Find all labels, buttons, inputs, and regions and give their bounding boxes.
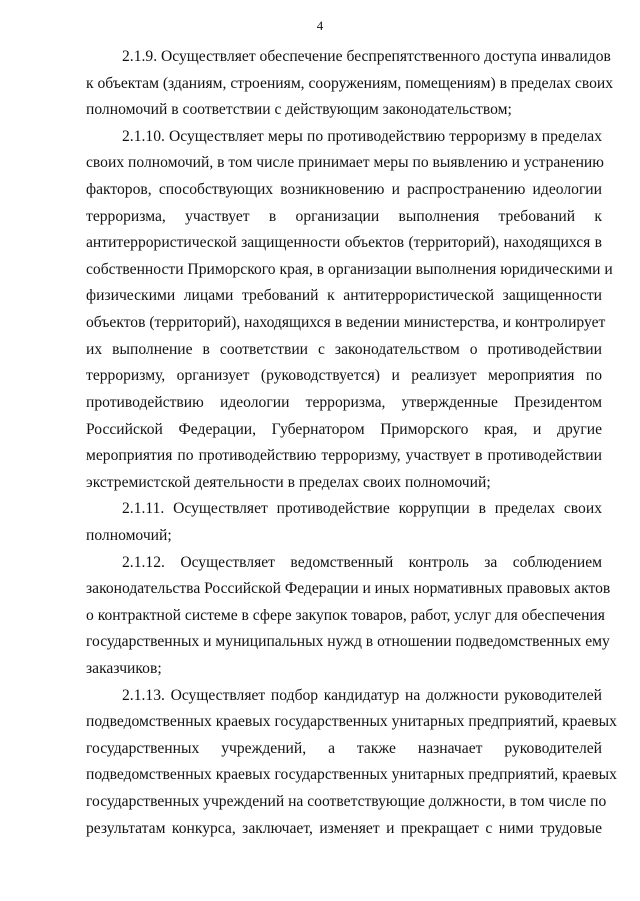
text-line: полномочий; xyxy=(86,526,172,544)
text-line: подведомственных краевых государственных унитарных предприятий, краевых xyxy=(86,713,617,731)
paragraph-2-1-9 xyxy=(86,44,614,124)
paragraph-2-1-12 xyxy=(86,550,611,683)
text-line: 2.1.10. Осуществляет меры по противодействию терроризму в пределах xyxy=(122,127,602,145)
text-line: противодействию идеологии терроризма, утвержденные Президентом xyxy=(86,393,602,411)
document-body xyxy=(86,44,617,842)
text-line: государственных и муниципальных нужд в отношении подведомственных ему xyxy=(86,633,610,651)
text-line: 2.1.11. Осуществляет противодействие коррупции в пределах своих xyxy=(122,500,602,518)
text-line: о контрактной системе в сфере закупок товаров, работ, услуг для обеспечения xyxy=(86,606,605,624)
text-line: подведомственных краевых государственных унитарных предприятий, краевых xyxy=(86,766,617,784)
text-line: результатам конкурса, заключает, изменяет и прекращает с ними трудовые xyxy=(86,819,602,837)
text-line: Российской Федерации, Губернатором Приморского края, и другие xyxy=(86,420,602,438)
text-line: 2.1.12. Осуществляет ведомственный контроль за соблюдением xyxy=(122,553,602,571)
text-line: антитеррористической защищенности объектов (территорий), находящихся в xyxy=(86,234,602,252)
text-line: экстремистской деятельности в пределах своих полномочий; xyxy=(86,473,491,491)
text-line: законодательства Российской Федерации и иных нормативных правовых актов xyxy=(86,580,611,598)
text-line: 2.1.9. Осуществляет обеспечение беспрепятственного доступа инвалидов xyxy=(122,48,611,65)
text-line: к объектам (зданиям, строениям, сооружениям, помещениям) в пределах своих xyxy=(86,74,614,92)
text-line: 2.1.13. Осуществляет подбор кандидатур на должности руководителей xyxy=(122,686,602,704)
text-line: их выполнение в соответствии с законодательством о противодействии xyxy=(86,340,602,358)
text-line: объектов (территорий), находящихся в ведении министерства, и контролирует xyxy=(86,314,606,332)
text-line: государственных учреждений на соответствующие должности, в том числе по xyxy=(86,793,607,811)
text-line: полномочий в соответствии с действующим законодательством; xyxy=(86,101,512,119)
text-line: факторов, способствующих возникновению и распространению идеологии xyxy=(86,181,602,199)
paragraph-2-1-11 xyxy=(86,496,602,549)
text-line: физическими лицами требований к антитеррористической защищенности xyxy=(86,287,602,305)
text-line: терроризма, участвует в организации выполнения требований к xyxy=(86,207,602,225)
paragraph-2-1-13 xyxy=(86,683,617,843)
text-line: заказчиков; xyxy=(86,660,162,678)
text-line: государственных учреждений, а также назначает руководителей xyxy=(86,739,602,757)
text-line: своих полномочий, в том числе принимает меры по выявлению и устранению xyxy=(86,154,604,172)
text-line: терроризму, организует (руководствуется) и реализует мероприятия по xyxy=(86,367,602,385)
page-number: 4 xyxy=(316,18,324,33)
text-line: собственности Приморского края, в организации выполнения юридическими и xyxy=(86,260,613,278)
paragraph-2-1-10 xyxy=(86,124,613,497)
text-line: мероприятия по противодействию терроризму, участвует в противодействии xyxy=(86,447,602,465)
